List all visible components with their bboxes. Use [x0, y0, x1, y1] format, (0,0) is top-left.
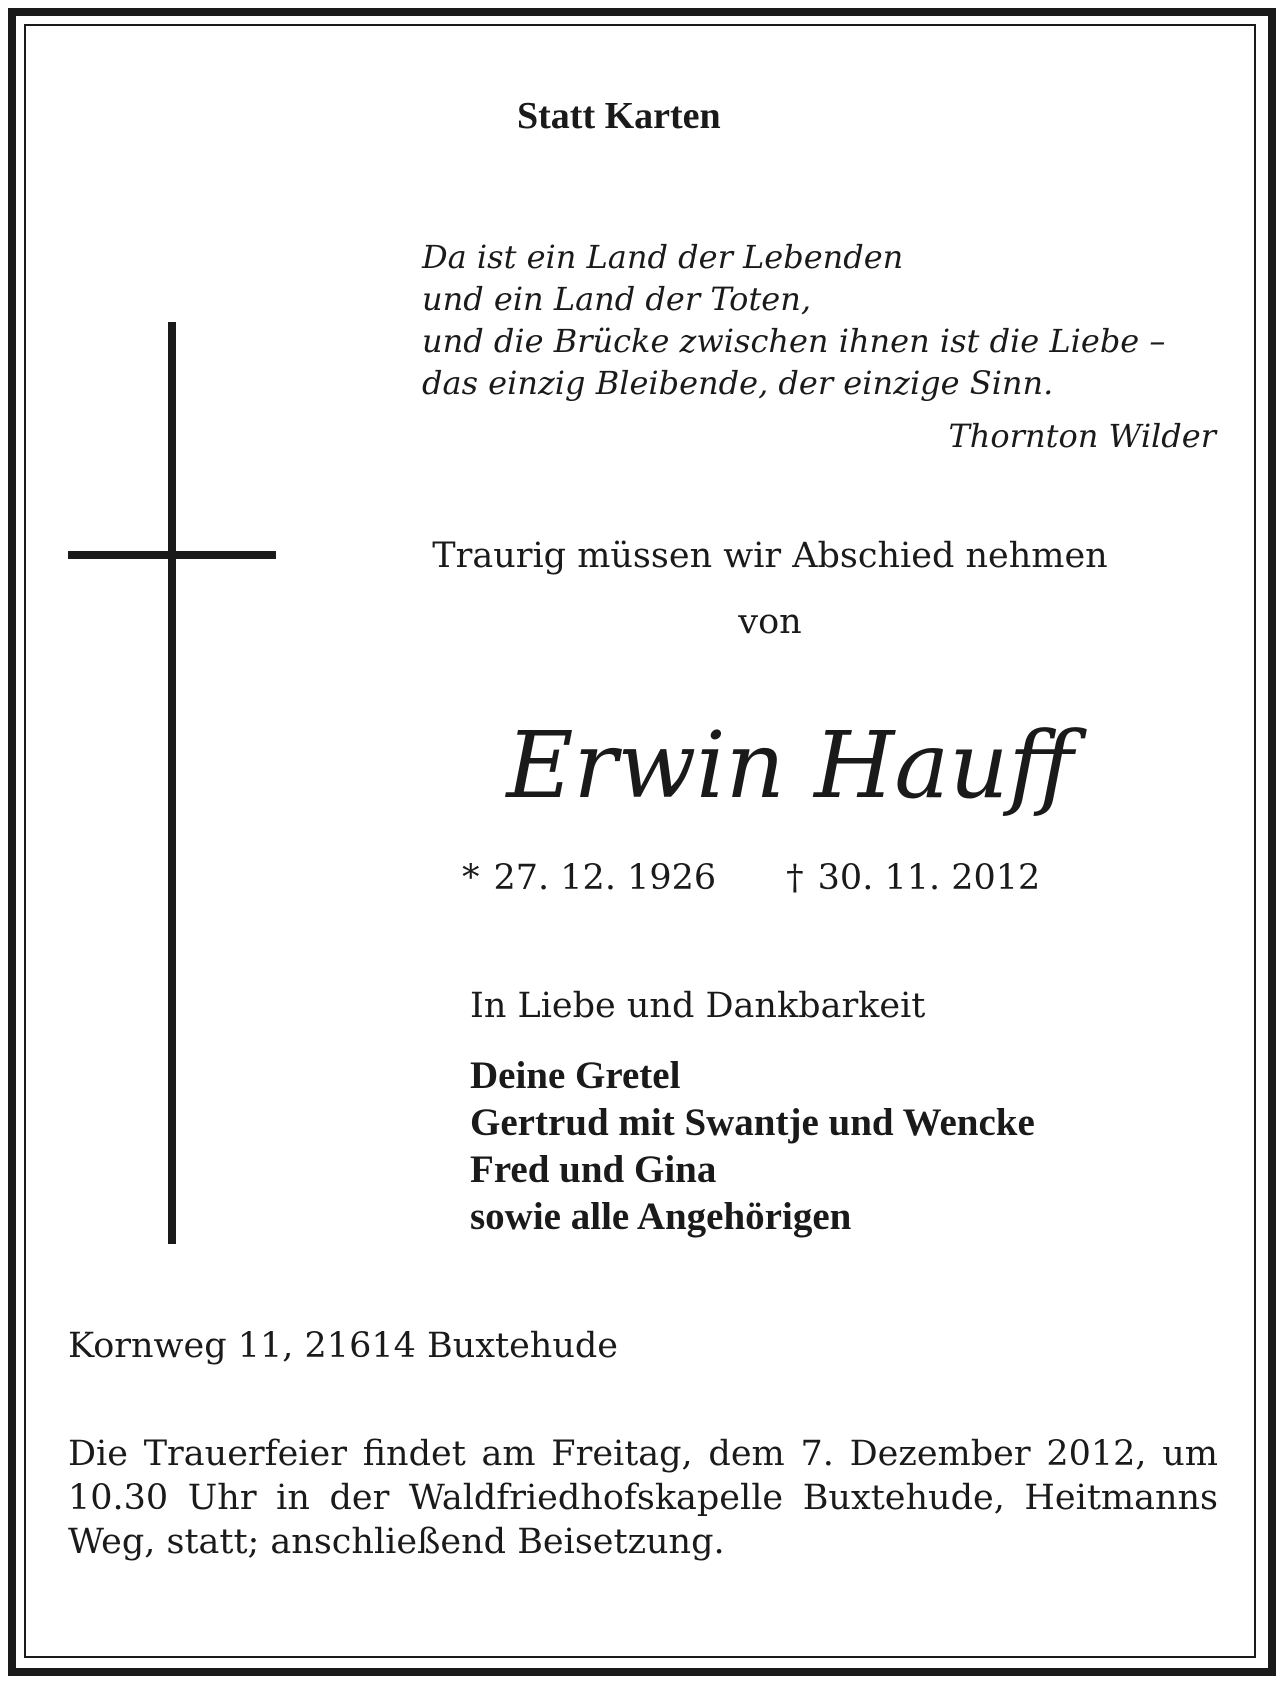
deceased-name: Erwin Hauff — [506, 712, 1074, 819]
life-dates — [462, 858, 1040, 898]
header-statt-karten: Statt Karten — [517, 95, 721, 137]
address: Kornweg 11, 21614 Buxtehude — [68, 1326, 618, 1366]
signer: sowie alle Angehörigen — [470, 1195, 852, 1238]
death-symbol: † — [786, 858, 804, 898]
quote-line: und die Brücke zwischen ihnen ist die Liebe – — [422, 322, 1166, 360]
cross-icon-vertical — [168, 322, 176, 1244]
signer: Fred und Gina — [470, 1148, 717, 1191]
quote-line: das einzig Bleibende, der einzige Sinn. — [422, 364, 1054, 402]
quote-block — [422, 236, 1165, 404]
closing-phrase: In Liebe und Dankbarkeit — [470, 986, 926, 1026]
signer: Gertrud mit Swantje und Wencke — [470, 1101, 1035, 1144]
birth-date: 27. 12. 1926 — [493, 858, 717, 898]
signer: Deine Gretel — [470, 1054, 681, 1097]
intro-line-1: Traurig müssen wir Abschied nehmen — [432, 536, 1108, 576]
cross-icon-horizontal — [68, 551, 276, 559]
death-date: 30. 11. 2012 — [817, 858, 1041, 898]
quote-author: Thornton Wilder — [948, 417, 1216, 455]
quote-line: Da ist ein Land der Lebenden — [422, 238, 904, 276]
quote-line: und ein Land der Toten, — [422, 280, 812, 318]
birth-symbol: * — [462, 858, 480, 898]
intro-line-2: von — [738, 602, 802, 642]
ceremony-info: Die Trauerfeier findet am Freitag, dem 7. Dezember 2012, um 10.30 Uhr in der Waldfriedhofskapelle Buxtehude, Heitmanns Weg, statt; anschließend Beisetzung. — [68, 1434, 1218, 1562]
signers-list — [470, 1052, 1035, 1240]
